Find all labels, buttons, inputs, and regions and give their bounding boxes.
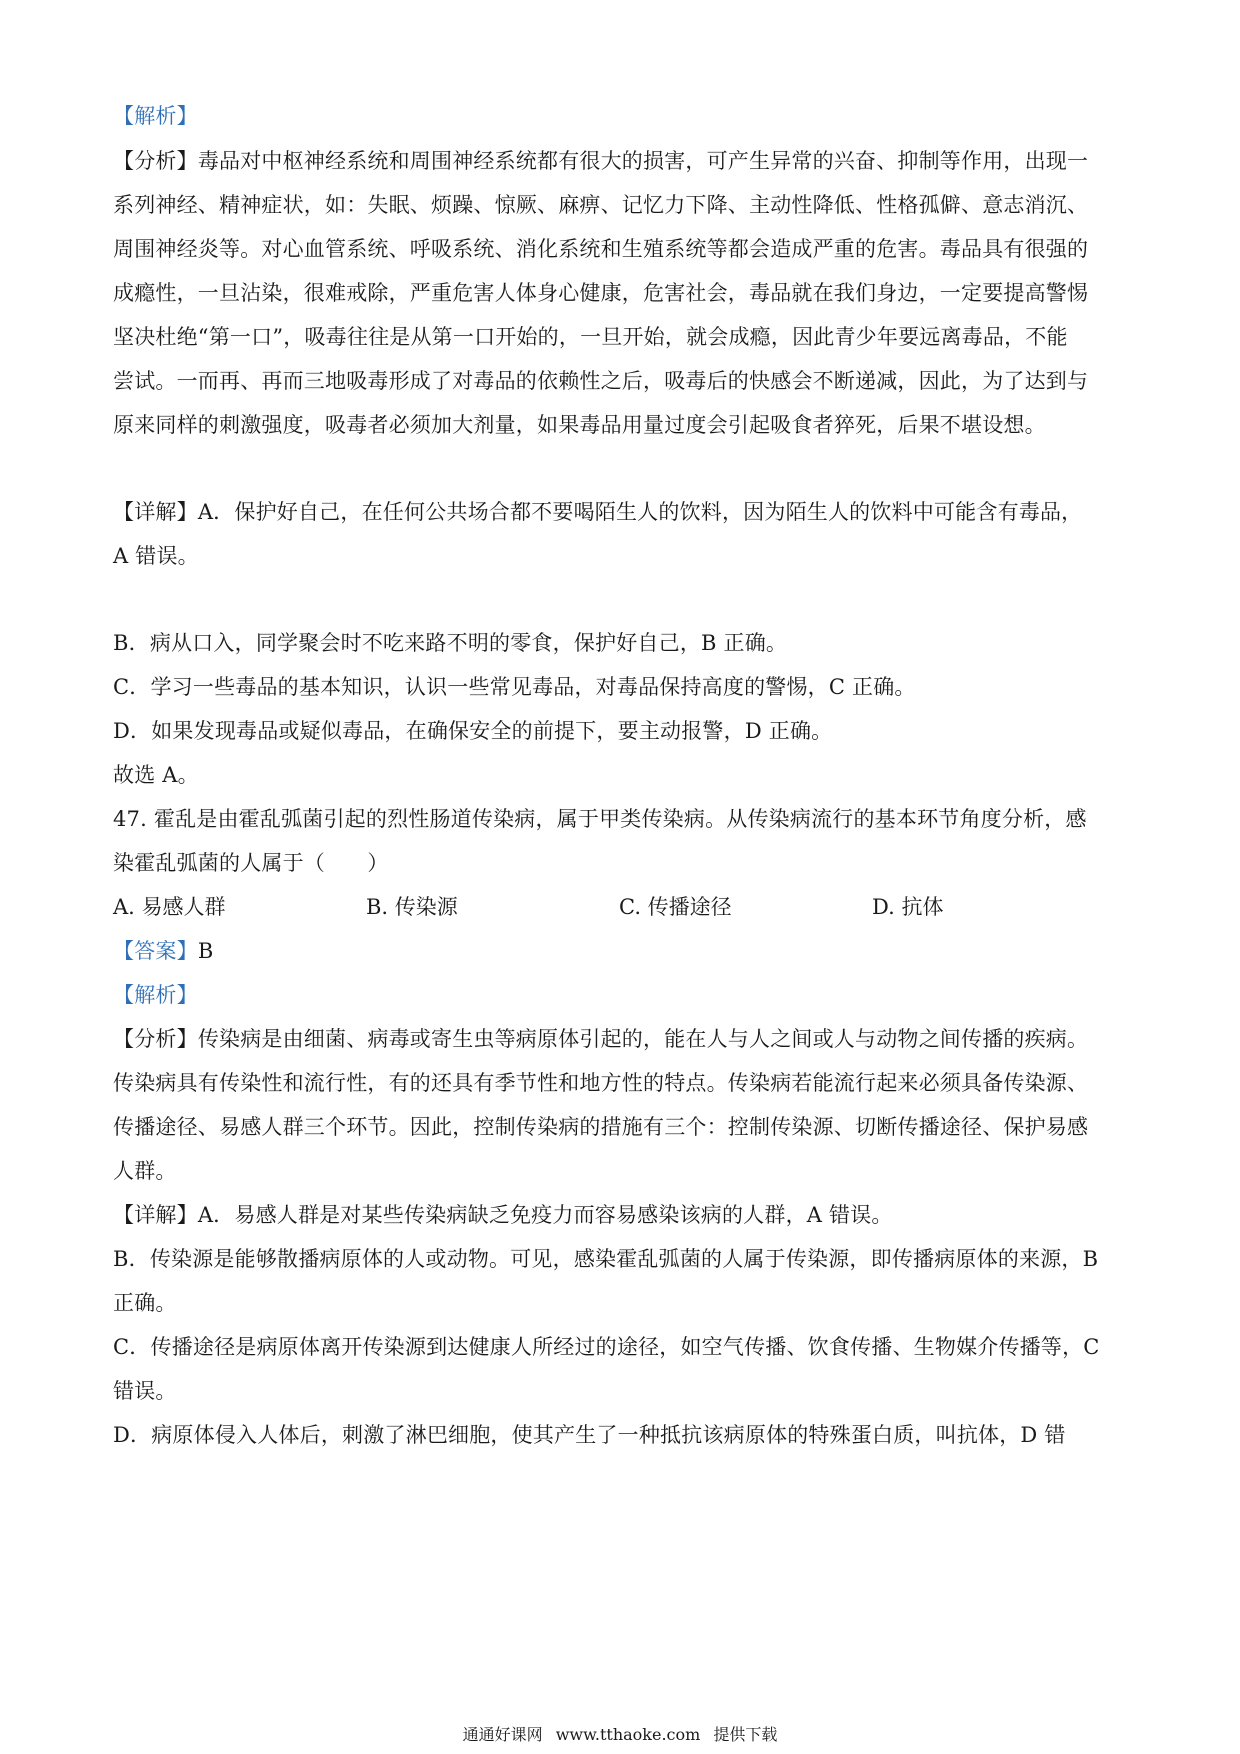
detail2-line-b2: 正确。: [113, 1291, 177, 1315]
fenxi-tag: 【分析】: [113, 149, 198, 173]
analysis-line-4: 成瘾性，一旦沾染，很难戒除，严重危害人体身心健康，危害社会，毒品就在我们身边，一定要提高警惕: [113, 281, 1089, 305]
analysis-line-6: 尝试。一而再、再而三地吸毒形成了对毒品的依赖性之后，吸毒后的快感会不断递减，因此，为了达到与: [113, 369, 1089, 393]
option-d-explain: D．如果发现毒品或疑似毒品，在确保安全的前提下，要主动报警，D 正确。: [113, 719, 833, 743]
detail2-line-b1: B．传染源是能够散播病原体的人或动物。可见，感染霍乱弧菌的人属于传染源，即传播病原体的来源，B: [113, 1247, 1099, 1271]
answer-tag: 【答案】: [113, 939, 198, 963]
answer-line: [113, 936, 213, 966]
fenxi-tag-2: 【分析】: [113, 1027, 198, 1051]
footer-suffix: 提供下载: [713, 1725, 778, 1744]
analysis-line-3: 周围神经炎等。对心血管系统、呼吸系统、消化系统和生殖系统等都会造成严重的危害。毒品具有很强的: [113, 237, 1089, 261]
detail-line-2: A 错误。: [113, 544, 199, 568]
analysis2-line-1: 【分析】传染病是由细菌、病毒或寄生虫等病原体引起的，能在人与人之间或人与动物之间传播的疾病。: [113, 1027, 1089, 1051]
question-stem-line-1: 47. 霍乱是由霍乱弧菌引起的烈性肠道传染病，属于甲类传染病。从传染病流行的基本环节角度分析，感: [113, 807, 1087, 831]
option-b-explain: B．病从口入，同学聚会时不吃来路不明的零食，保护好自己，B 正确。: [113, 631, 788, 655]
answer-value: B: [197, 939, 214, 963]
jiexi-tag-2: 【解析】: [113, 983, 198, 1007]
analysis-line-2: 系列神经、精神症状，如：失眠、烦躁、惊厥、麻痹、记忆力下降、主动性降低、性格孤僻、意志消沉、: [113, 193, 1089, 217]
detail2-line-d1: D．病原体侵入人体后，刺激了淋巴细胞，使其产生了一种抵抗该病原体的特殊蛋白质，叫抗体，D 错: [113, 1423, 1066, 1447]
analysis-line-1: 【分析】毒品对中枢神经系统和周围神经系统都有很大的损害，可产生异常的兴奋、抑制等作用，出现一: [113, 149, 1089, 173]
footer-site-name: 通通好课网: [462, 1725, 543, 1744]
option-b: B. 传染源: [366, 895, 458, 919]
analysis-line-7: 原来同样的刺激强度，吸毒者必须加大剂量，如果毒品用量过度会引起吸食者猝死，后果不堪设想。: [113, 413, 1046, 437]
final-choice: 故选 A。: [113, 763, 199, 787]
analysis-line-5: 坚决杜绝“第一口”，吸毒往往是从第一口开始的，一旦开始，就会成瘾，因此青少年要远离毒品，不能: [113, 325, 1068, 349]
detail2-line-c1: C．传播途径是病原体离开传染源到达健康人所经过的途径，如空气传播、饮食传播、生物媒介传播等，C: [113, 1335, 1100, 1359]
analysis2-line-3: 传播途径、易感人群三个环节。因此，控制传染病的措施有三个：控制传染源、切断传播途径、保护易感: [113, 1115, 1089, 1139]
question-stem-line-2: 染霍乱弧菌的人属于（ ）: [113, 851, 389, 875]
footer-url[interactable]: www.tthaoke.com: [555, 1725, 701, 1744]
page-footer: [0, 1724, 1240, 1746]
analysis2-line-4: 人群。: [113, 1159, 177, 1183]
xiangjie-tag: 【详解】: [113, 500, 198, 524]
jiexi-tag: 【解析】: [113, 104, 198, 128]
option-c: C. 传播途径: [619, 895, 732, 919]
option-c-explain: C．学习一些毒品的基本知识，认识一些常见毒品，对毒品保持高度的警惕，C 正确。: [113, 675, 916, 699]
xiangjie-tag-2: 【详解】: [113, 1203, 198, 1227]
option-d: D. 抗体: [872, 895, 944, 919]
analysis2-line-2: 传染病具有传染性和流行性，有的还具有季节性和地方性的特点。传染病若能流行起来必须具备传染源、: [113, 1071, 1089, 1095]
detail2-line-a: 【详解】A．易感人群是对某些传染病缺乏免疫力而容易感染该病的人群，A 错误。: [113, 1203, 893, 1227]
detail-line-1: 【详解】A．保护好自己，在任何公共场合都不要喝陌生人的饮料，因为陌生人的饮料中可能含有毒品，: [113, 500, 1083, 524]
option-a: A. 易感人群: [113, 895, 226, 919]
detail2-line-c2: 错误。: [113, 1379, 177, 1403]
